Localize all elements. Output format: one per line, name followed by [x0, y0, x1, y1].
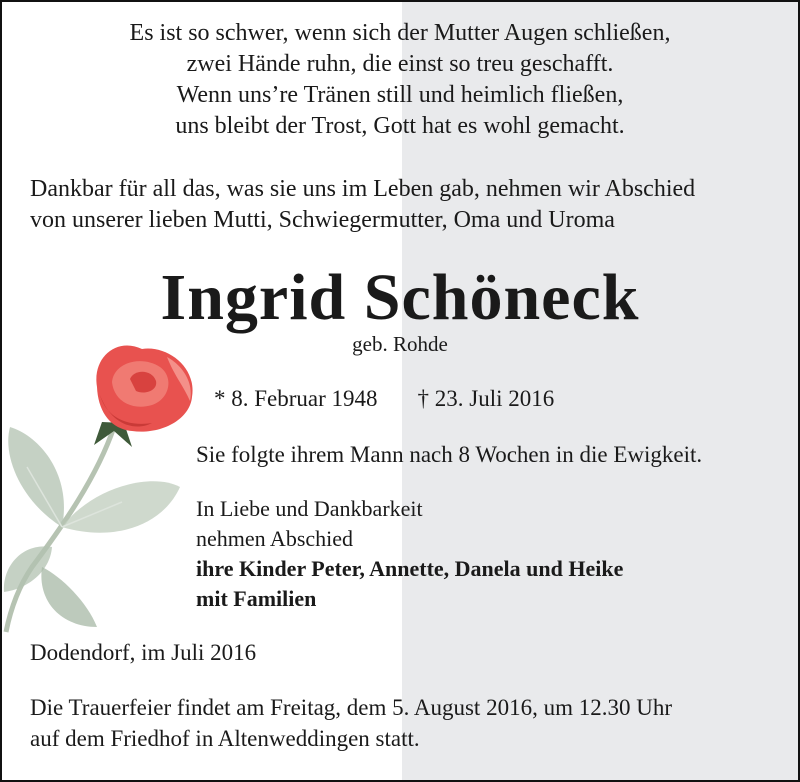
funeral-line: Die Trauerfeier findet am Freitag, dem 5. August 2016, um 12.30 Uhr: [30, 695, 672, 720]
mourners-line: nehmen Abschied: [196, 526, 354, 551]
followed-text: Sie folgte ihrem Mann nach 8 Wochen in die Ewigkeit.: [196, 442, 703, 467]
life-dates: [214, 386, 554, 412]
intro-line: Dankbar für all das, was sie uns im Leben gab, nehmen wir Abschied: [30, 176, 696, 202]
birth-date: * 8. Februar 1948: [214, 386, 378, 411]
mourners-names: ihre Kinder Peter, Annette, Danela und Heike: [196, 556, 624, 581]
poem: [2, 18, 798, 142]
poem-line: Es ist so schwer, wenn sich der Mutter Augen schließen,: [129, 20, 671, 46]
intro-line: von unserer lieben Mutti, Schwiegermutter, Oma und Uroma: [30, 207, 615, 233]
mourners-line: In Liebe und Dankbarkeit: [196, 496, 423, 521]
funeral-info: [30, 692, 672, 754]
place-date: Dodendorf, im Juli 2016: [30, 640, 257, 665]
poem-line: zwei Hände ruhn, die einst so treu geschafft.: [186, 51, 614, 77]
mourners-families: mit Familien: [196, 586, 317, 611]
funeral-line: auf dem Friedhof in Altenweddingen statt.: [30, 726, 420, 751]
poem-line: uns bleibt der Trost, Gott hat es wohl gemacht.: [175, 113, 625, 139]
death-date: † 23. Juli 2016: [417, 386, 555, 411]
mourners-block: [196, 494, 623, 614]
maiden-name: geb. Rohde: [352, 332, 448, 356]
rose-illustration-icon: [2, 327, 202, 637]
intro-text: [30, 174, 790, 236]
deceased-name: Ingrid Schöneck: [160, 261, 640, 334]
poem-line: Wenn uns’re Tränen still und heimlich fließen,: [176, 82, 624, 108]
